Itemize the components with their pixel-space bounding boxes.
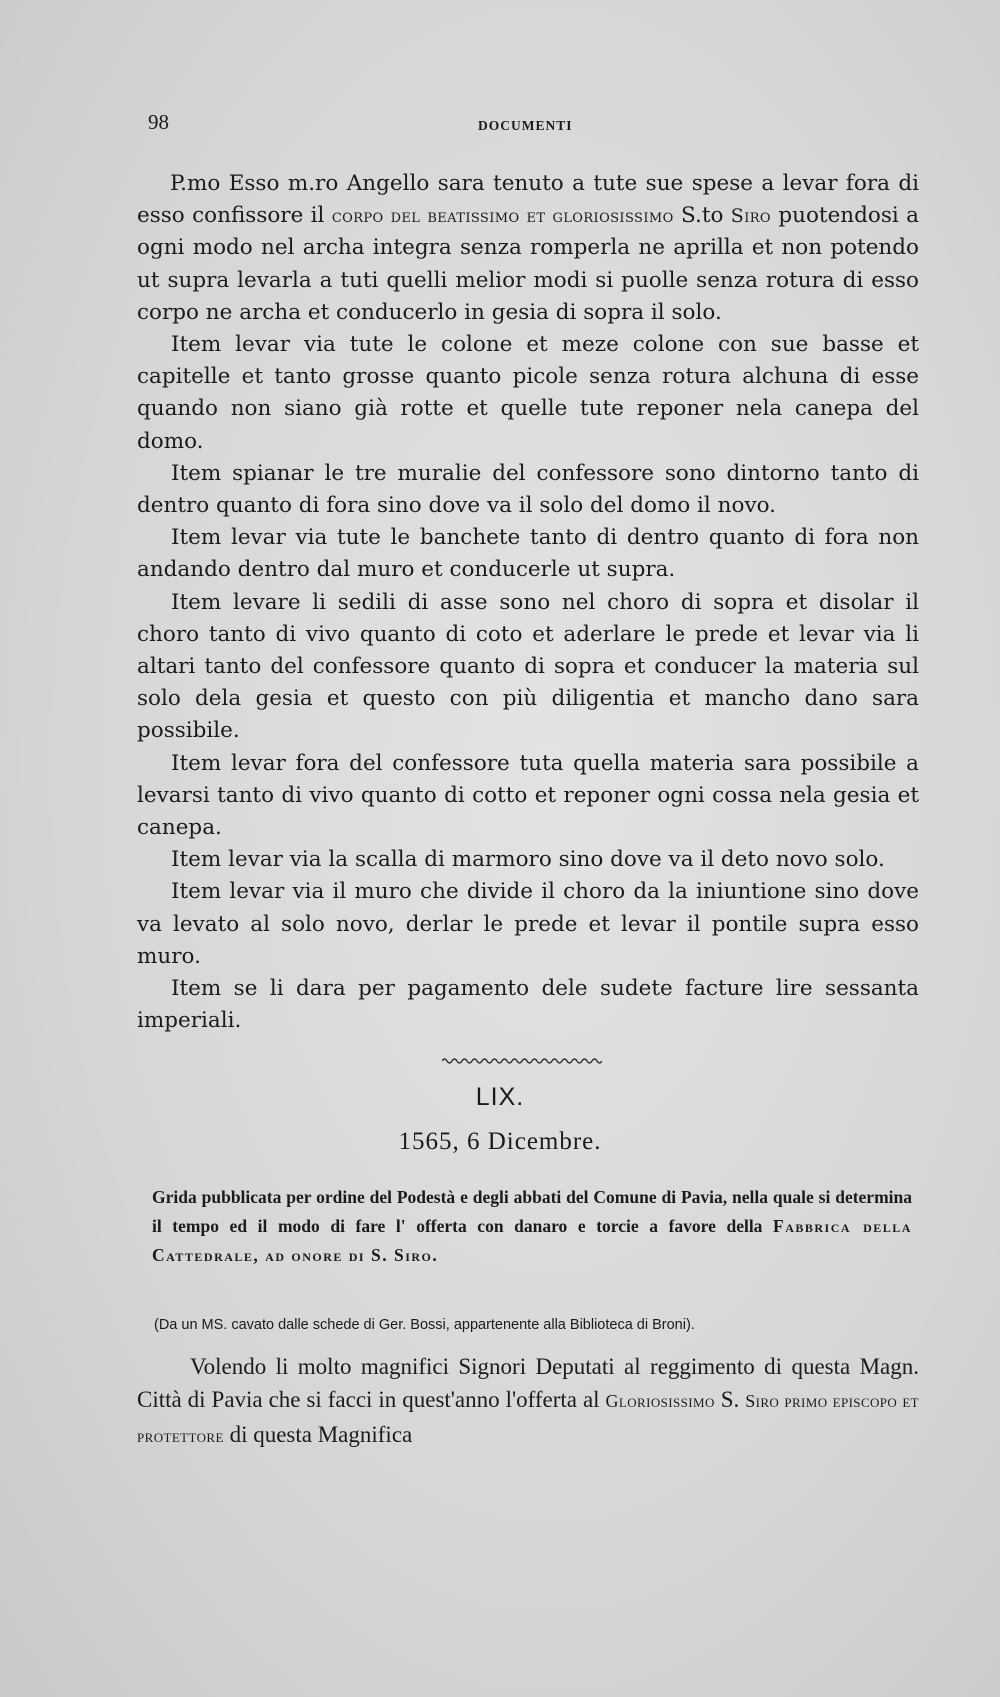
document-body <box>137 168 919 1037</box>
page-header <box>148 110 928 144</box>
decree-text-c: di questa Magnifica <box>223 1422 413 1447</box>
paragraph-1-text-a: P.mo Esso m.ro Angello sara tenuto a tute sue spese a levar fora di esso confissore il <box>137 171 919 229</box>
paragraph-5: Item levare li sedili di asse sono nel choro di sopra et disolar il choro tanto di vivo quanto di coto et aderlare le prede et levar via li altari tanto del confessore quanto di sopra et conducer la materia sul solo dela gesia et questo con più diligentia et mancho dano sara possibile. <box>137 589 919 744</box>
paragraph-1-smallcaps-a: corpo del beatissimo et gloriosissimo <box>331 205 674 228</box>
decree-smallcaps-b: Siro primo episcopo et protettore <box>137 1391 920 1446</box>
document-date: 1565, 6 Dicembre. <box>398 1128 602 1155</box>
document-number: LIX. <box>475 1083 525 1111</box>
summary-text: Grida pubblicata per ordine del Podestà e degli abbati del Comune di Pavia, nella quale si determina il tempo ed il modo di fare l' offerta con danaro e torcie a favore della <box>152 1187 912 1236</box>
document-summary <box>152 1183 912 1270</box>
paragraph-1-text-b: S.to <box>673 203 731 229</box>
decree-text-b: S. <box>714 1387 746 1412</box>
paragraph-9: Item se li dara per pagamento dele sudete facture lire sessanta imperiali. <box>137 976 919 1034</box>
running-head: DOCUMENTI <box>478 118 573 133</box>
paragraph-3: Item spianar le tre muralie del confessore sono dintorno tanto di dentro quanto di fora sino dove va il solo del domo il novo. <box>137 460 919 519</box>
paragraph-4: Item levar via tute le banchete tanto di dentro quanto di fora non andando dentro dal muro et conducerle ut supra. <box>137 525 919 583</box>
wavy-rule-divider <box>442 1056 602 1066</box>
decree-text-a: Volendo li molto magnifici Signori Deputati al reggimento di questa Magn. Città di Pavia che si facci in quest'anno l'offerta al <box>137 1354 919 1412</box>
paragraph-1 <box>137 168 919 329</box>
decree-text <box>137 1350 919 1453</box>
source-note: (Da un MS. cavato dalle schede di Ger. Bossi, appartenente alla Biblioteca di Broni). <box>154 1317 695 1333</box>
decree-paragraph <box>137 1350 919 1453</box>
paragraph-2: Item levar via tute le colone et meze colone con sue basse et capitelle et tanto grosse quanto picole senza rotura alchuna di esse quando non siano già rotte et quelle tute reponer nela canepa del domo. <box>137 332 919 454</box>
paragraph-1-smallcaps-b: Siro <box>730 205 771 228</box>
paragraph-1-text-c: puotendosi a ogni modo nel archa integra senza romperla ne aprilla et non potendo ut supra levarla a tuti quelli melior modi si puolle senza rotura di esso corpo ne archa et conducerlo in gesia di sopra il solo. <box>137 203 919 325</box>
page-number: 98 <box>148 110 169 134</box>
paragraph-8: Item levar via il muro che divide il choro da la iniuntione sino dove va levato al solo novo, derlar le prede et levar il pontile supra esso muro. <box>137 879 919 969</box>
decree-smallcaps-a: Gloriosissimo <box>605 1391 715 1411</box>
summary-caps: Fabbrica della Cattedrale, ad onore di S. Siro. <box>152 1216 912 1265</box>
paragraph-7: Item levar via la scalla di marmoro sino dove va il deto novo solo. <box>171 847 885 873</box>
paragraph-6: Item levar fora del confessore tuta quella materia sara possibile a levarsi tanto di vivo quanto di cotto et reponer ogni cossa nela gesia et canepa. <box>137 750 919 841</box>
